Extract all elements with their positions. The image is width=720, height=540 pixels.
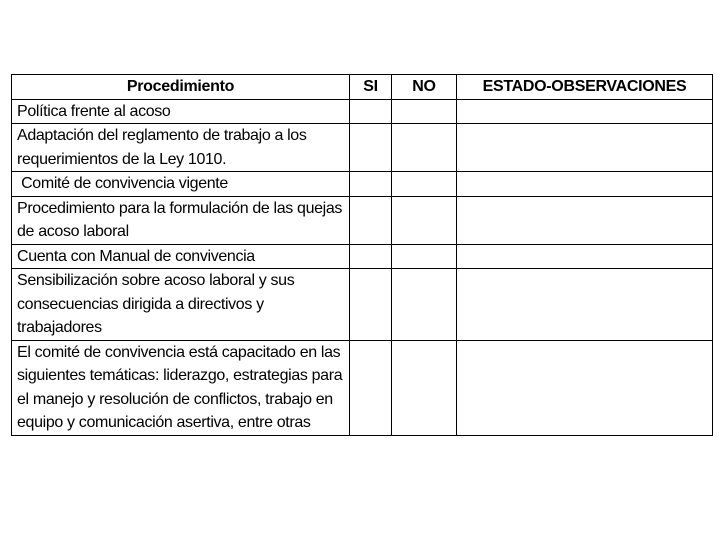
procedure-cell [12, 99, 350, 124]
procedure-cell [12, 269, 350, 341]
yes-cell[interactable] [350, 99, 392, 124]
procedure-text: El comité de convivencia está capacitado en las siguientes temáticas: liderazgo, estrategias para el manejo y resolución de conflictos, trabajo en equipo y comunicación asertiva, entre otras [17, 343, 343, 431]
no-cell[interactable] [392, 124, 457, 172]
header-yes: SI [350, 75, 392, 100]
yes-cell[interactable] [350, 244, 392, 269]
table-row [12, 269, 713, 341]
table-row [12, 340, 713, 435]
status-cell[interactable] [457, 172, 713, 197]
procedure-text: Cuenta con Manual de convivencia [17, 247, 255, 265]
procedure-text: Comité de convivencia vigente [17, 175, 228, 192]
yes-cell[interactable] [350, 196, 392, 244]
no-cell[interactable] [392, 99, 457, 124]
no-cell[interactable] [392, 244, 457, 269]
table-header-row [12, 75, 713, 100]
procedure-cell [12, 340, 350, 435]
header-procedure: Procedimiento [12, 75, 350, 100]
procedure-text: Política frente al acoso [17, 102, 171, 120]
table-row [12, 124, 713, 172]
header-no: NO [392, 75, 457, 100]
table-row [12, 99, 713, 124]
no-cell[interactable] [392, 172, 457, 197]
status-cell[interactable] [457, 269, 713, 341]
no-cell[interactable] [392, 269, 457, 341]
procedure-cell [12, 244, 350, 269]
table-row [12, 244, 713, 269]
yes-cell[interactable] [350, 172, 392, 197]
status-cell[interactable] [457, 340, 713, 435]
no-cell[interactable] [392, 196, 457, 244]
no-cell[interactable] [392, 340, 457, 435]
procedure-cell [12, 124, 350, 172]
procedure-text: Sensibilización sobre acoso laboral y sus consecuencias dirigida a directivos y trabajadores [17, 272, 295, 336]
status-cell[interactable] [457, 196, 713, 244]
table-row [12, 196, 713, 244]
table-row [12, 172, 713, 197]
yes-cell[interactable] [350, 340, 392, 435]
procedure-cell [12, 196, 350, 244]
procedure-cell [12, 172, 350, 197]
procedure-text: Procedimiento para la formulación de las quejas de acoso laboral [17, 199, 343, 240]
procedure-text: Adaptación del reglamento de trabajo a los requerimientos de la Ley 1010. [17, 127, 307, 168]
procedure-checklist-table [11, 74, 713, 436]
header-status-observations: ESTADO-OBSERVACIONES [457, 75, 713, 100]
yes-cell[interactable] [350, 124, 392, 172]
yes-cell[interactable] [350, 269, 392, 341]
status-cell[interactable] [457, 99, 713, 124]
status-cell[interactable] [457, 244, 713, 269]
status-cell[interactable] [457, 124, 713, 172]
